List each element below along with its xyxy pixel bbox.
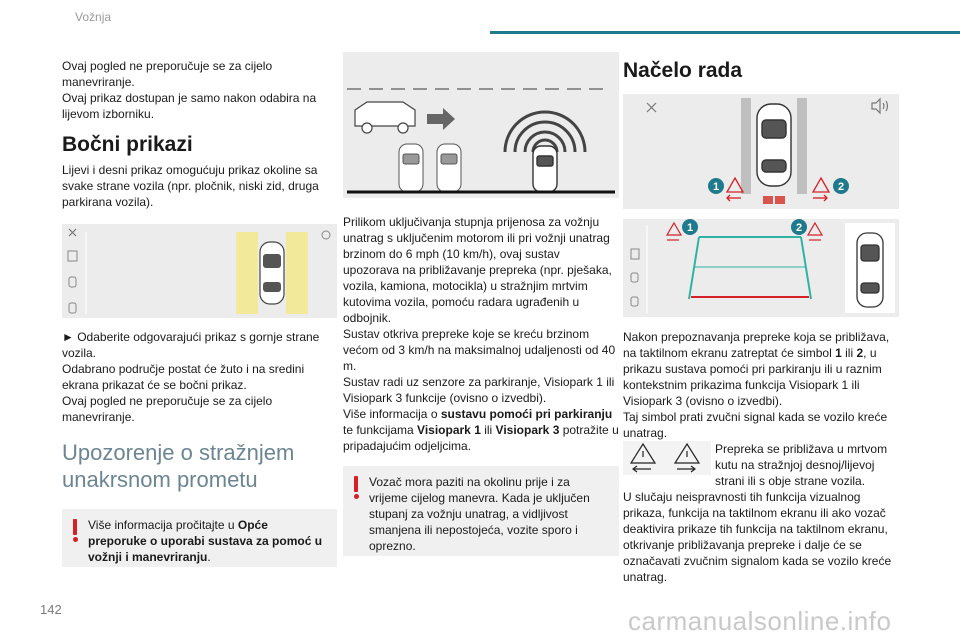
column-3 bbox=[623, 52, 901, 585]
warning-text-1: Više informacija pročitajte u Opće preporuke o uporabi sustava za pomoć u vožnji i manevriranju. bbox=[88, 518, 323, 564]
svg-text:2: 2 bbox=[795, 222, 803, 234]
warning-box-1 bbox=[62, 509, 337, 567]
car-top-view bbox=[757, 104, 791, 186]
operation-p4: U slučaju neispravnosti tih funkcija vizualnog prikaza, funkcija na taktilnom ekranu ili ako vozač deaktivira prikaze tih funkcija na taktilnom ekranu, otkrivanje približavanja prepreke i dalje će se označavati zvučnim signalom kada se vozilo kreće unatrag. bbox=[623, 490, 892, 584]
operation-p3: Prepreka se približava u mrtvom kutu na stražnjoj desnoj/lijevoj strani ili s obje strane vozila. bbox=[715, 442, 888, 488]
intro-text: Ovaj pogled ne preporučuje se za cijelo manevriranje. Ovaj prikaz dostupan je samo nakon odabira na lijevom izborniku. bbox=[62, 59, 317, 121]
settings-icon bbox=[322, 231, 330, 239]
right-zone-highlight bbox=[286, 232, 308, 314]
warning-text-2: Vozač mora paziti na okolinu prije i za vrijeme cijelog manevra. Kada je uključen stupanj za vožnju unatrag, a vidljivost smanjena ili nepostojeća, vozite sporo i oprezno. bbox=[369, 475, 590, 553]
close-icon bbox=[69, 229, 76, 236]
column-1 bbox=[62, 58, 340, 567]
column-2 bbox=[343, 52, 619, 556]
side-views-title: Bočni prikazi bbox=[62, 133, 193, 156]
section-header: Vožnja bbox=[75, 10, 112, 24]
parked-car-2 bbox=[437, 144, 461, 192]
camera-view-figure bbox=[623, 219, 899, 317]
svg-text:1: 1 bbox=[686, 222, 694, 234]
left-zone-highlight bbox=[236, 232, 258, 314]
camera-view-icon bbox=[68, 251, 77, 261]
warning-icon bbox=[72, 519, 78, 545]
badge-2 bbox=[791, 219, 807, 235]
svg-text:2: 2 bbox=[837, 181, 845, 193]
car-top-view bbox=[845, 223, 895, 313]
rcta-title: Upozorenje o stražnjem unakrsnom prometu bbox=[62, 440, 295, 492]
rcta-p4: Više informacija o sustavu pomoći pri parkiranju te funkcijama Visiopark 1 ili Visiopark 3 potražite u pripadajućim odjeljcima. bbox=[343, 407, 619, 453]
side-view-figure bbox=[62, 224, 337, 318]
reversing-car bbox=[533, 146, 557, 192]
camera-front-icon bbox=[69, 277, 76, 287]
rcta-p3: Sustav radi uz senzore za parkiranje, Visiopark 1 ili Visiopark 3 funkcije (ovisno o izvedbi). bbox=[343, 375, 615, 405]
side-views-text: Lijevi i desni prikaz omogućuju prikaz okoline sa svake strane vozila (npr. pločnik, niski zid, druga parkirana vozila). bbox=[62, 163, 319, 209]
badge-1 bbox=[708, 178, 724, 194]
rcta-left-icon bbox=[727, 178, 743, 201]
warning-box-2 bbox=[343, 466, 619, 556]
parked-car-1 bbox=[399, 144, 423, 192]
page-number: 142 bbox=[40, 602, 62, 617]
car-top-view bbox=[260, 242, 284, 304]
select-instructions: ► Odaberite odgovarajući prikaz s gornje strane vozila. Odabrano područje postat će žuto i na sredini ekrana prikazat će se bočni prikaz. Ovaj pogled ne preporučuje se za cijelo manevriranje. bbox=[62, 330, 320, 424]
moving-car-side bbox=[355, 102, 415, 133]
svg-text:1: 1 bbox=[712, 181, 720, 193]
rcta-right-icon bbox=[813, 178, 829, 201]
rcta-icons bbox=[623, 441, 711, 475]
badge-2 bbox=[833, 178, 849, 194]
camera-image bbox=[663, 229, 841, 313]
rcta-p2: Sustav otkriva prepreke koje se kreću brzinom većom od 3 km/h na maksimalnoj udaljenosti od 40 m. bbox=[343, 327, 616, 373]
operation-p2: Taj simbol prati zvučni signal kada se vozilo kreće unatrag. bbox=[623, 410, 888, 440]
rcta-p1: Prilikom uključivanja stupnja prijenosa za vožnju unatrag s uključenim motorom ili pri vožnji unatrag brzinom do 6 mph (10 km/h), ovaj sustav upozorava na približavanje prepreka (npr. pješaka, vozila, kamiona, motocikla) u stražnjim mrtvim kutovima vozila, pomoću radara ugrađenih u odbojnik. bbox=[343, 215, 612, 325]
badge-1 bbox=[682, 219, 698, 235]
close-icon bbox=[647, 103, 656, 112]
blind-spot-row bbox=[623, 441, 901, 489]
camera-rear-icon bbox=[69, 303, 76, 313]
header-accent-bar bbox=[490, 31, 960, 34]
parking-sensor-figure bbox=[623, 94, 899, 209]
warning-icon bbox=[353, 476, 359, 502]
rear-cross-traffic-figure bbox=[343, 52, 619, 198]
watermark: carmanualsonline.info bbox=[628, 606, 892, 636]
operation-p1: Nakon prepoznavanja prepreke koja se približava, na taktilnom ekranu zatreptat će simbol 1 ili 2, u prikazu sustava pomoći pri parkiranju ili u raznim kontekstnim prikazima funkcija Visiopark 1 ili Visiopark 3 (ovisno o izvedbi). bbox=[623, 330, 890, 408]
motion-arrow bbox=[427, 108, 455, 130]
sound-icon bbox=[872, 99, 888, 113]
operation-title: Načelo rada bbox=[623, 59, 743, 82]
